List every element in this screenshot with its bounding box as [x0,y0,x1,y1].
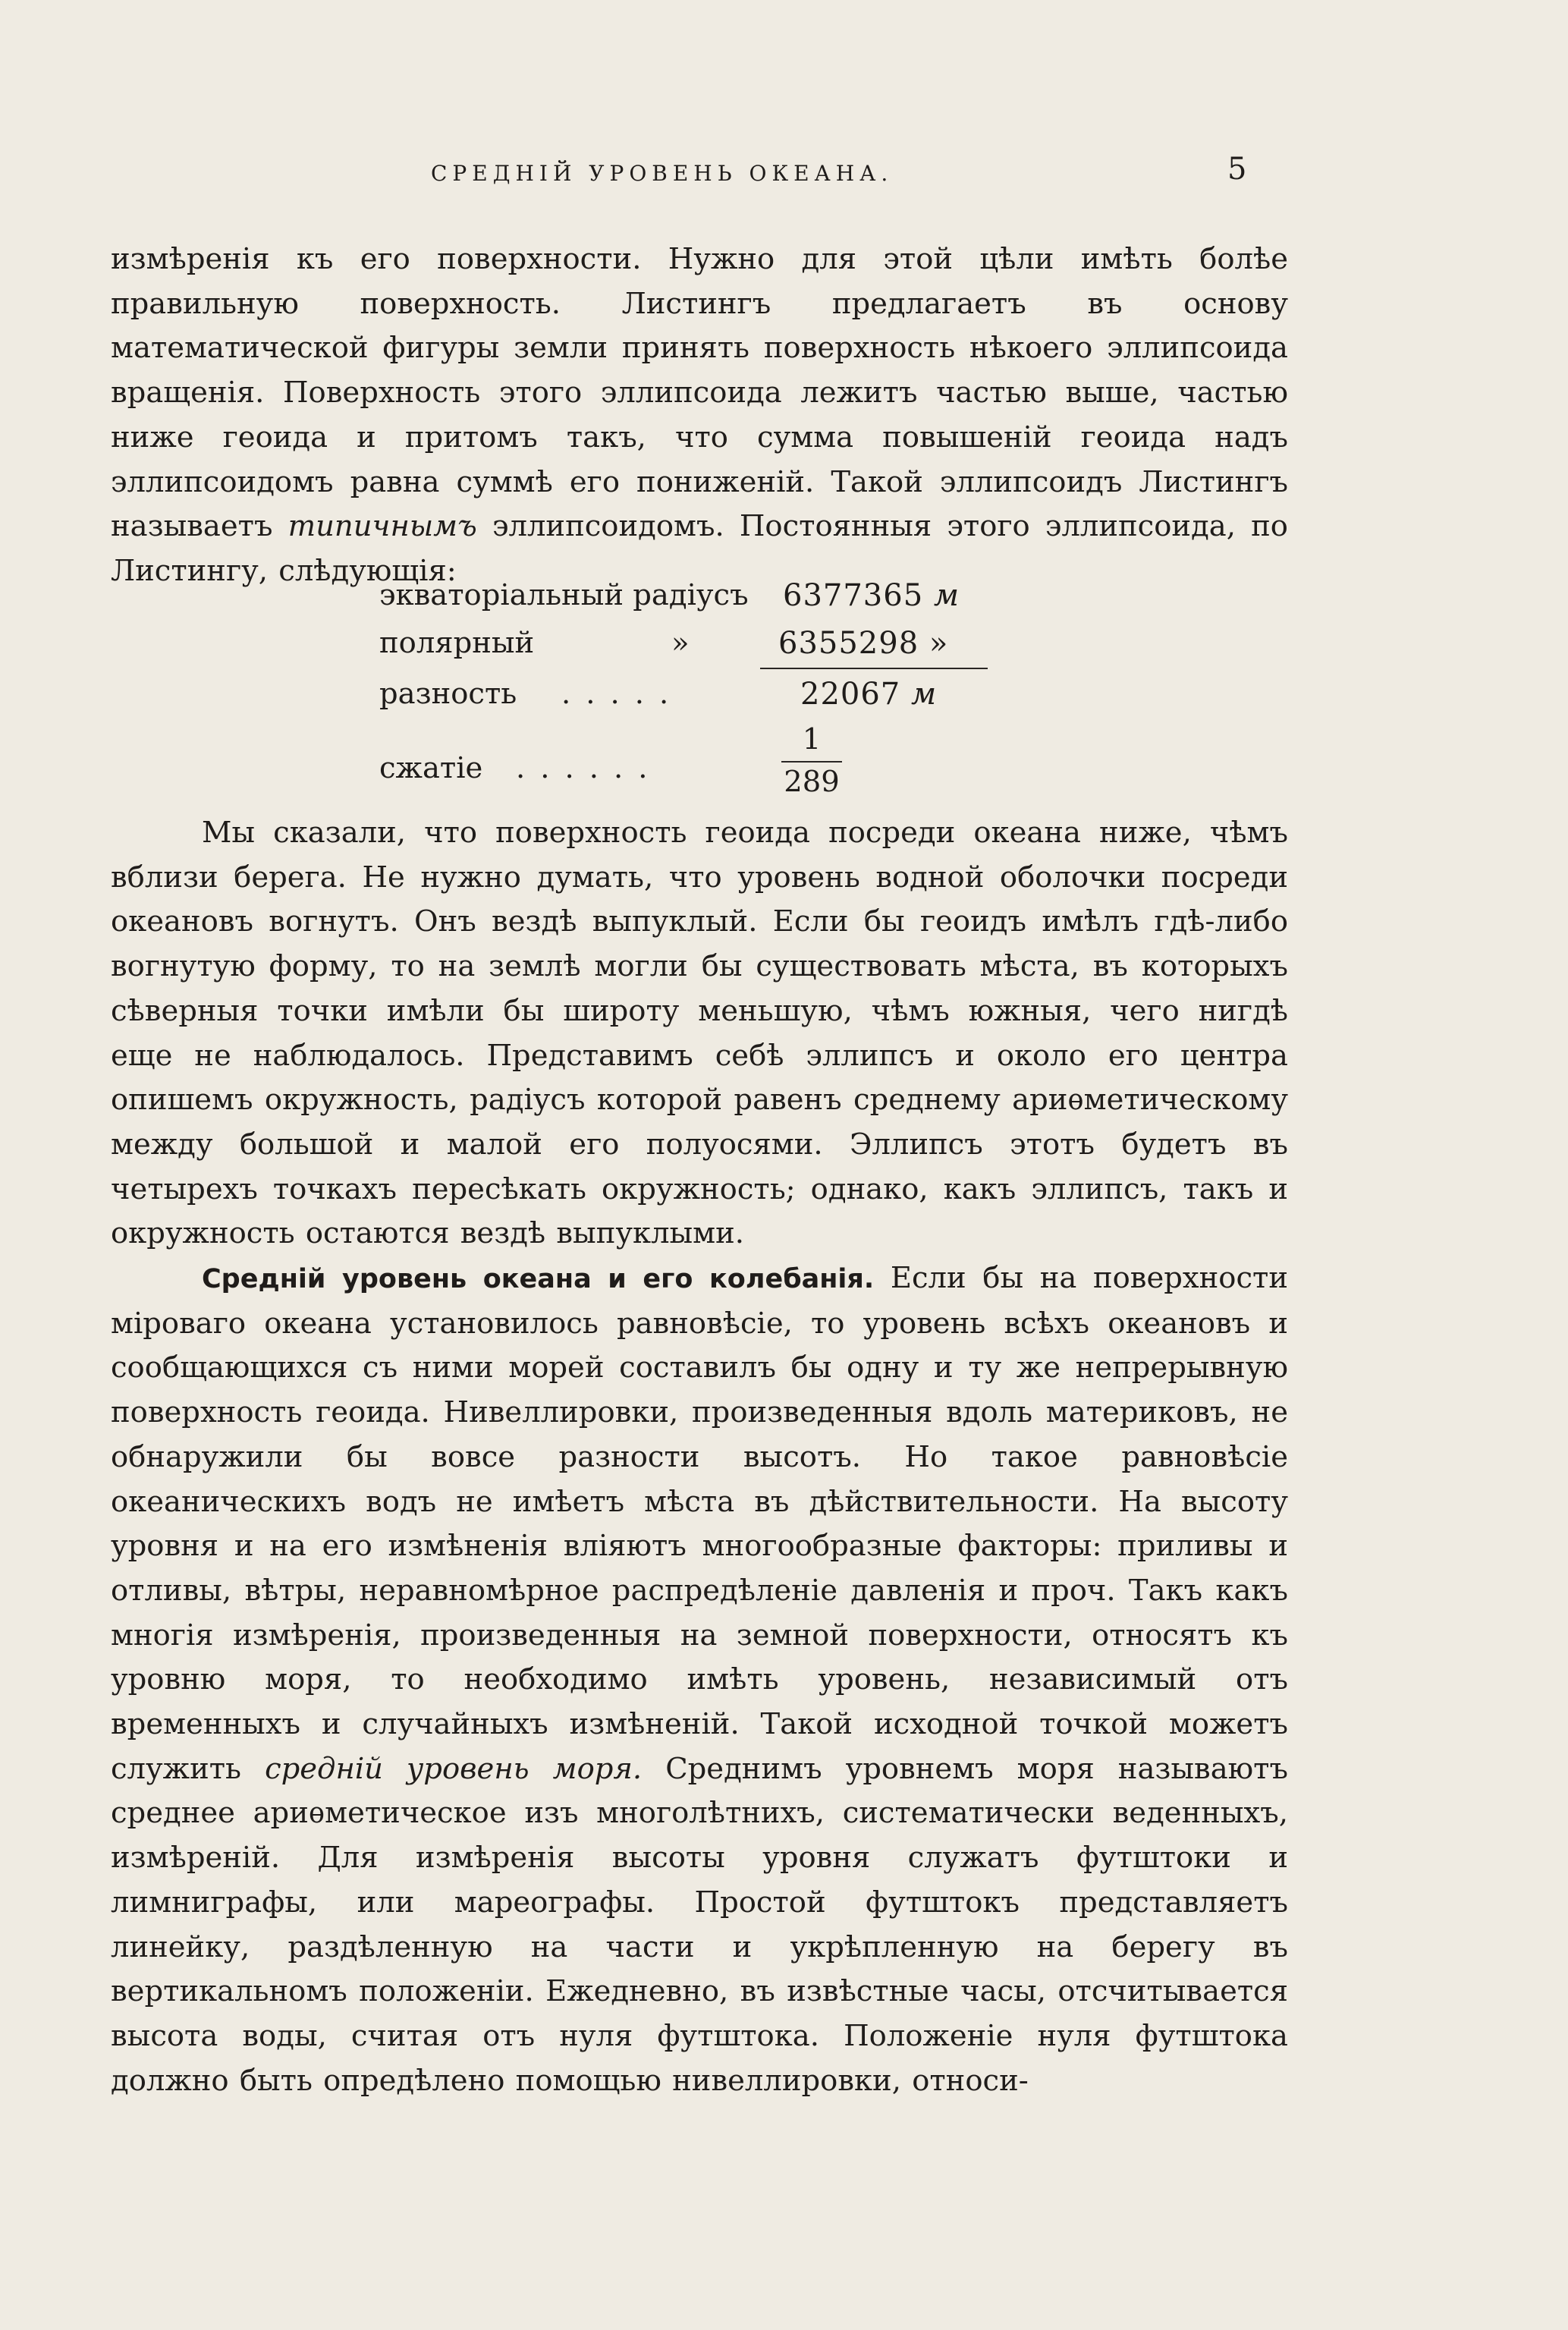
paragraph-3-text-b: Среднимъ уровнемъ моря называютъ среднее ариѳметическое изъ многолѣтнихъ, систематически веденныхъ, измѣреній. Для измѣренія высоты уровня служатъ футштоки и лимниграфы, или мареографы. Простой футштокъ представляетъ линейку, раздѣленную на части и укрѣпленную на берегу въ вертикальномъ положеніи. Ежедневно, въ извѣстные часы, отсчитывается высота воды, считая отъ нуля футштока. Положеніе нуля футштока должно быть опредѣлено помощью нивеллировки, относи- [111,1751,1288,2098]
fraction-bar [781,761,842,763]
polar-number: 6355298 [778,626,919,661]
page-number: 5 [1227,152,1247,187]
subtraction-rule [760,668,988,669]
equatorial-radius-label: экваторіальный радіусъ [379,578,749,612]
equatorial-radius-value [783,578,960,613]
ditto-mark-value: » [929,626,949,661]
paragraph-3-text-a: Если бы на поверхности міроваго океана установилось равновѣсіе, то уровень всѣхъ океановъ и сообщающихся съ ними морей составилъ бы одну и ту же непрерывную поверхность геоида. Нивеллировки, произведенныя вдоль материковъ, не обнаружили бы вовсе разности высотъ. Но такое равновѣсіе океаническихъ водъ не имѣетъ мѣста въ дѣйствительности. На высоту уровня и на его измѣненія вліяютъ многообразные факторы: приливы и отливы, вѣтры, неравномѣрное распредѣленіе давленія и проч. Такъ какъ многія измѣренія, произведенныя на земной поверхности, относятъ къ уровню моря, то необходимо имѣть уровень, независимый отъ временныхъ и случайныхъ измѣненій. Такой исходной точкой можетъ служить [111,1261,1288,1786]
paragraph-1 [111,237,1288,594]
unit-meters-2: м [910,677,938,712]
flattening-numerator: 1 [802,722,822,756]
italic-term-typical: типичнымъ [288,509,477,544]
difference-dots: ..... [561,677,684,711]
polar-radius-label: полярный [379,626,535,660]
flattening-denominator: 289 [784,765,840,799]
polar-radius-value [778,626,948,661]
section-heading: Средній уровень океана и его колебанія. [202,1264,875,1295]
paragraph-3 [111,1256,1288,2103]
text-block-2 [111,811,1288,2103]
running-title: СРЕДНІЙ УРОВЕНЬ ОКЕАНА. [431,161,894,186]
paragraph-1-text-a: измѣренія къ его поверхности. Нужно для этой цѣли имѣть болѣе правильную поверхность. Листингъ предлагаетъ въ основу математической фигуры земли принять поверхность нѣкоего эллипсоида вращенія. Поверхность этого эллипсоида лежитъ частью выше, частью ниже геоида и притомъ такъ, что сумма повышеній геоида надъ эллипсоидомъ равна суммѣ его пониженій. Такой эллипсоидъ Листингъ называетъ [111,242,1288,544]
ditto-mark: » [671,626,690,660]
paragraph-1-text-b: эллипсоидомъ. Постоянныя этого эллипсоида, по Листингу, слѣдующія: [111,509,1288,588]
difference-number: 22067 [800,677,901,712]
italic-term-mean-sea-level: средній уровень моря. [265,1751,643,1786]
difference-value [800,677,937,712]
equatorial-number: 6377365 [783,578,924,613]
unit-meters: м [933,578,960,613]
flattening-dots: ...... [516,751,663,785]
difference-label: разность [379,677,517,711]
paragraph-2: Мы сказали, что поверхность геоида посреди океана ниже, чѣмъ вблизи берега. Не нужно думать, что уровень водной оболочки посреди океановъ вогнутъ. Онъ вездѣ выпуклый. Если бы геоидъ имѣлъ гдѣ-либо вогнутую форму, то на землѣ могли бы существовать мѣста, въ которыхъ сѣверныя точки имѣли бы широту меньшую, чѣмъ южныя, чего нигдѣ еще не наблюдалось. Представимъ себѣ эллипсъ и около его центра опишемъ окружность, радіусъ которой равенъ среднему ариѳметическому между большой и малой его полуосями. Эллипсъ этотъ будетъ въ четырехъ точкахъ пересѣкать окружность; однако, какъ эллипсъ, такъ и окружность остаются вездѣ выпуклыми. [111,816,1288,1251]
flattening-label: сжатіе [379,751,483,785]
